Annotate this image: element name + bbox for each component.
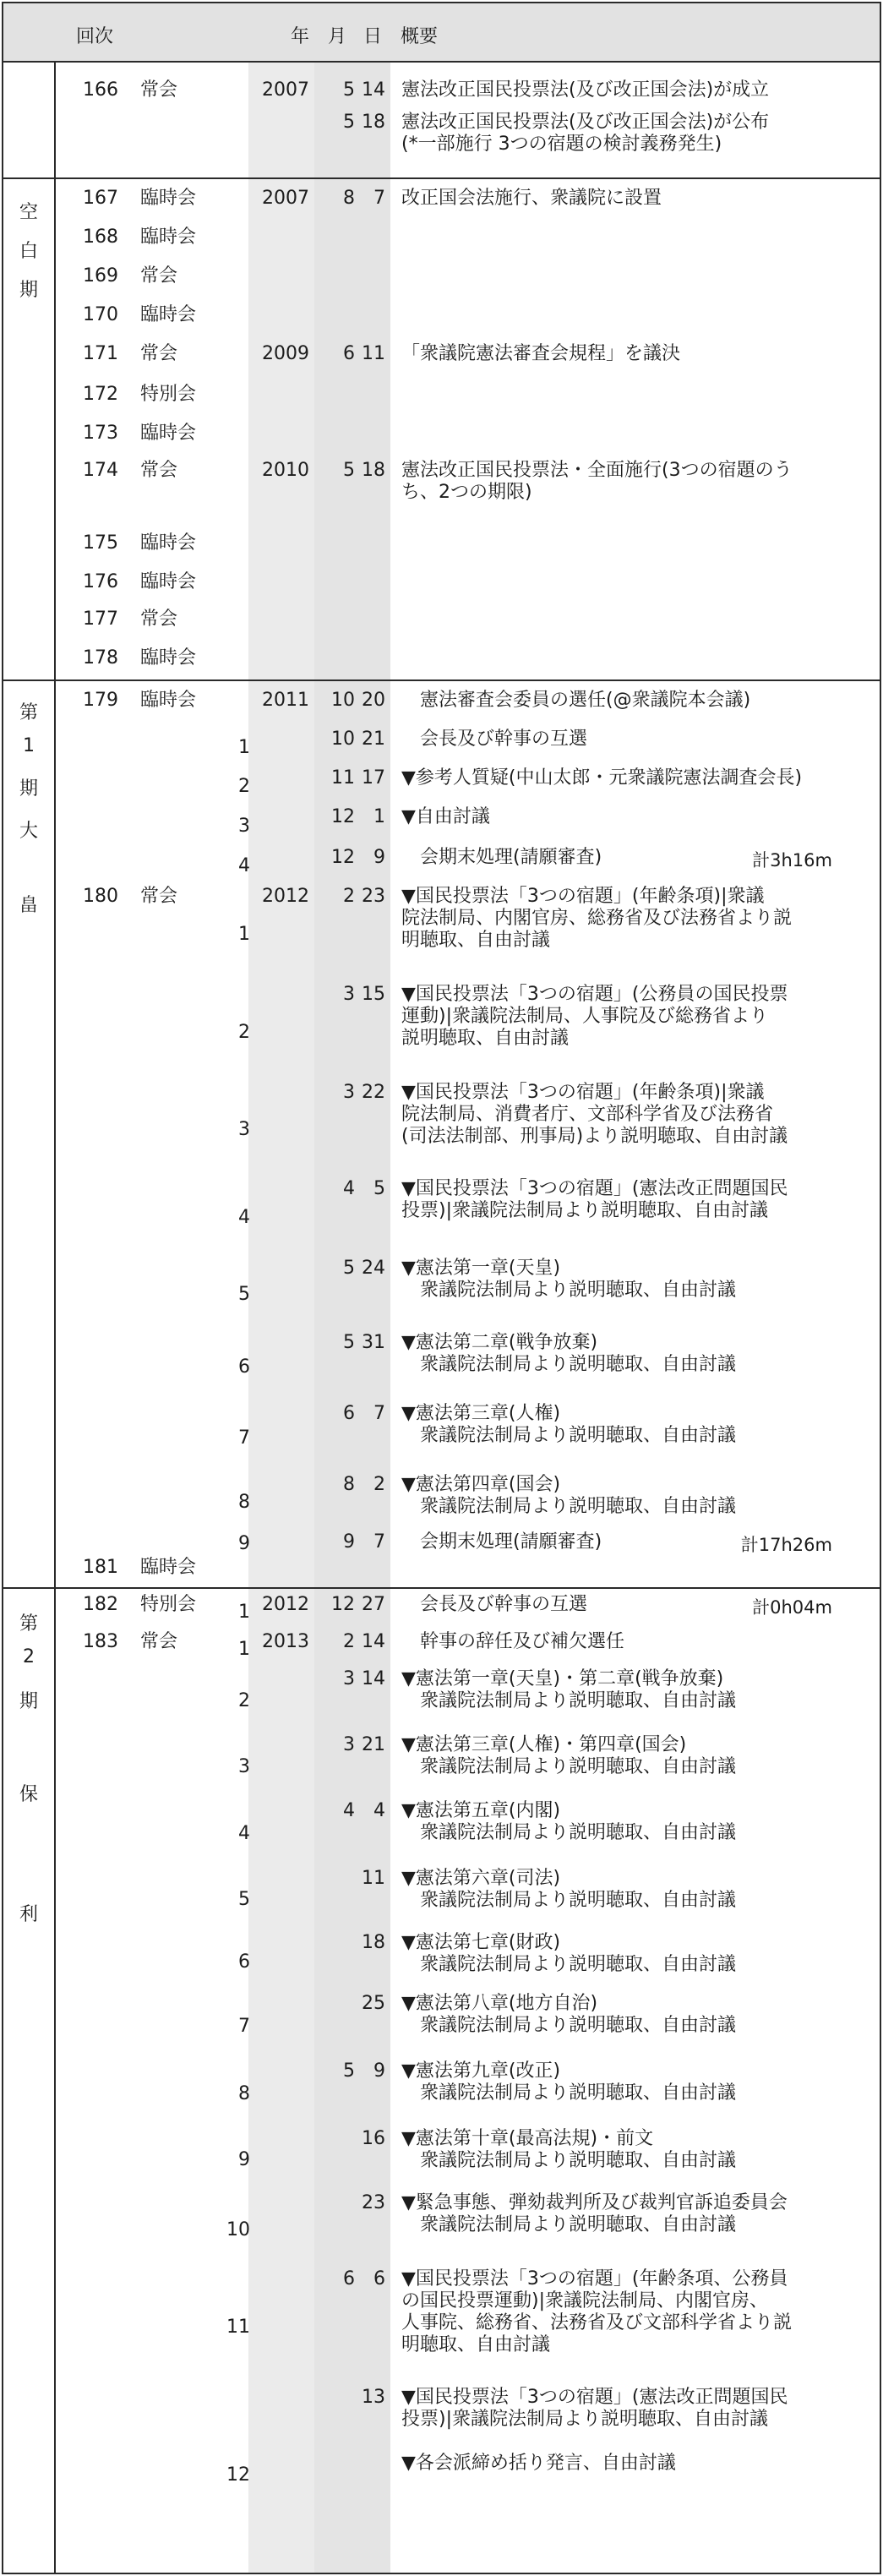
session-total-time: 計3h16m <box>752 850 832 870</box>
day: 18 <box>362 1932 385 1953</box>
meeting-number: 11 <box>226 2317 250 2338</box>
meeting-number: 3 <box>238 1756 250 1777</box>
header-year: 年 <box>291 26 310 47</box>
meeting-number: 2 <box>238 1690 250 1711</box>
meeting-number: 1 <box>238 737 250 758</box>
session-type: 常会 <box>140 460 178 481</box>
table-row <box>56 767 880 806</box>
day: 21 <box>362 729 385 750</box>
month: 8 <box>343 188 355 209</box>
table-row <box>56 1082 880 1178</box>
month: 10 <box>331 729 355 750</box>
session-total-time: 計17h26m <box>740 1535 832 1555</box>
table-row <box>56 847 880 886</box>
summary-text: 改正国会法施行、衆議院に設置 <box>401 188 662 209</box>
day: 17 <box>362 767 385 789</box>
table-row <box>56 265 880 304</box>
month: 5 <box>343 1332 355 1353</box>
session-number: 168 <box>83 226 118 248</box>
meeting-number: 4 <box>238 855 250 876</box>
day: 14 <box>362 1631 385 1652</box>
meeting-number: 9 <box>238 1533 250 1554</box>
summary-text: 会期末処理(請願審査) <box>401 847 602 868</box>
summary-text: ▼憲法第十章(最高法規)・前文 衆議院法制局より説明聴取、自由討議 <box>401 2128 737 2171</box>
day: 14 <box>362 79 385 101</box>
header-month: 月 <box>328 26 347 47</box>
day: 22 <box>362 1082 385 1103</box>
summary-text: ▼参考人質疑(中山太郎・元衆議院憲法調査会長) <box>401 767 803 789</box>
year: 2012 <box>262 886 309 907</box>
month: 6 <box>343 1403 355 1424</box>
table-row <box>56 79 880 112</box>
month: 5 <box>343 112 355 133</box>
meeting-number: 3 <box>238 1119 250 1140</box>
session-number: 176 <box>83 571 118 592</box>
period-label-char: 2 <box>23 1646 35 1667</box>
table-row <box>56 690 880 729</box>
session-number: 175 <box>83 532 118 554</box>
meeting-number: 6 <box>238 1951 250 1973</box>
month: 11 <box>331 767 355 789</box>
session-number: 183 <box>83 1631 118 1652</box>
day: 23 <box>362 886 385 907</box>
table-row <box>56 1993 880 2060</box>
session-number: 180 <box>83 886 118 907</box>
summary-text: ▼国民投票法「3つの宿題」(年齢条項)|衆議 院法制局、内閣官房、総務省及び法務省より説 明聴取、自由討議 <box>401 886 793 951</box>
table-row <box>56 304 880 343</box>
table-row <box>56 2387 880 2564</box>
summary-text: ▼憲法第二章(戦争放棄) 衆議院法制局より説明聴取、自由討議 <box>401 1332 737 1375</box>
table-row <box>56 460 880 532</box>
month: 6 <box>343 343 355 364</box>
session-type: 特別会 <box>140 384 197 405</box>
month: 12 <box>331 806 355 827</box>
day: 24 <box>362 1258 385 1279</box>
month: 9 <box>343 1531 355 1553</box>
meeting-number: 5 <box>238 1889 250 1910</box>
meeting-number: 1 <box>238 1602 250 1623</box>
table-row <box>56 2060 880 2128</box>
summary-text: ▼自由討議 <box>401 806 490 827</box>
month: 4 <box>343 1800 355 1821</box>
session-number: 170 <box>83 304 118 325</box>
month: 10 <box>331 690 355 711</box>
year: 2007 <box>262 188 309 209</box>
day: 7 <box>373 1531 385 1553</box>
period-label-char: 保 <box>19 1784 38 1805</box>
table-row <box>56 1557 880 1594</box>
table-row <box>56 2192 880 2268</box>
day: 16 <box>362 2128 385 2149</box>
day: 5 <box>373 1178 385 1199</box>
summary-text: ▼憲法第一章(天皇) 衆議院法制局より説明聴取、自由討議 <box>401 1258 737 1301</box>
session-type: 臨時会 <box>140 423 197 444</box>
day: 25 <box>362 1993 385 2014</box>
year: 2011 <box>262 690 309 711</box>
period-label-char: 期 <box>19 778 38 800</box>
session-type: 臨時会 <box>140 532 197 554</box>
summary-text: ▼緊急事態、弾劾裁判所及び裁判官訴追委員会 衆議院法制局より説明聴取、自由討議 <box>401 2192 788 2235</box>
period-label-char: 空 <box>19 202 38 223</box>
meeting-number: 6 <box>238 1356 250 1378</box>
session-type: 常会 <box>140 79 178 101</box>
meeting-number: 9 <box>238 2149 250 2170</box>
table-row <box>56 1474 880 1531</box>
day: 11 <box>362 343 385 364</box>
summary-text: 幹事の辞任及び補欠選任 <box>401 1631 625 1652</box>
year: 2013 <box>262 1631 309 1652</box>
session-total-time: 計0h04m <box>752 1597 832 1618</box>
session-number: 171 <box>83 343 118 364</box>
summary-text: ▼国民投票法「3つの宿題」(年齢条項)|衆議 院法制局、消費者庁、文部科学省及び法務省 (司法法制部、刑事局)より説明聴取、自由討議 <box>401 1082 788 1147</box>
month: 12 <box>331 847 355 868</box>
session-type: 特別会 <box>140 1594 197 1615</box>
summary-text: ▼国民投票法「3つの宿題」(年齢条項、公務員 の国民投票運動)|衆議院法制局、内閣官房、 人事院、総務省、法務省及び文部科学省より説 明聴取、自由討議 <box>401 2268 793 2355</box>
meeting-number: 10 <box>226 2219 250 2240</box>
session-number: 172 <box>83 384 118 405</box>
meeting-number: 7 <box>238 1427 250 1449</box>
session-type: 臨時会 <box>140 690 197 711</box>
table-row <box>56 571 880 609</box>
header-session: 回次 <box>76 26 114 47</box>
year: 2012 <box>262 1594 309 1615</box>
month: 6 <box>343 2268 355 2289</box>
day: 18 <box>362 112 385 133</box>
session-type: 臨時会 <box>140 571 197 592</box>
meeting-number: 7 <box>238 2016 250 2037</box>
day: 21 <box>362 1734 385 1755</box>
table-row <box>56 423 880 460</box>
month: 2 <box>343 886 355 907</box>
period-label-char: 畠 <box>19 895 38 916</box>
month: 3 <box>343 984 355 1005</box>
day: 9 <box>373 847 385 868</box>
day: 2 <box>373 1474 385 1495</box>
session-type: 臨時会 <box>140 647 197 669</box>
table-row <box>56 343 880 384</box>
summary-text: 会期末処理(請願審査) <box>401 1531 602 1553</box>
day: 18 <box>362 460 385 481</box>
summary-text: ▼国民投票法「3つの宿題」(憲法改正問題国民 投票)|衆議院法制局より説明聴取、自由討議 <box>401 1178 788 1221</box>
month: 4 <box>343 1178 355 1199</box>
period-column <box>3 61 56 2574</box>
month: 3 <box>343 1668 355 1689</box>
month: 3 <box>343 1082 355 1103</box>
day: 9 <box>373 2060 385 2082</box>
session-type: 常会 <box>140 609 178 630</box>
summary-text: ▼憲法第七章(財政) 衆議院法制局より説明聴取、自由討議 <box>401 1932 737 1975</box>
meeting-number: 1 <box>238 1639 250 1660</box>
month: 3 <box>343 1734 355 1755</box>
summary-text: ▼憲法第六章(司法) 衆議院法制局より説明聴取、自由討議 <box>401 1868 737 1911</box>
day: 20 <box>362 690 385 711</box>
table-row <box>56 532 880 571</box>
table-row <box>56 2128 880 2192</box>
summary-text: ▼憲法第三章(人権)・第四章(国会) 衆議院法制局より説明聴取、自由討議 <box>401 1734 737 1777</box>
month: 5 <box>343 1258 355 1279</box>
day: 4 <box>373 1800 385 1821</box>
table-row <box>56 806 880 847</box>
year: 2009 <box>262 343 309 364</box>
table-header <box>3 3 880 63</box>
summary-text: 会長及び幹事の互選 <box>401 729 588 750</box>
meeting-number: 4 <box>238 1823 250 1844</box>
table-row <box>56 1531 880 1557</box>
meeting-number: 12 <box>226 2464 250 2486</box>
session-type: 常会 <box>140 1631 178 1652</box>
meeting-number: 2 <box>238 1022 250 1043</box>
table-row <box>56 384 880 423</box>
summary-text: ▼憲法第八章(地方自治) 衆議院法制局より説明聴取、自由討議 <box>401 1993 737 2036</box>
table-row <box>56 2268 880 2387</box>
session-type: 臨時会 <box>140 1557 197 1578</box>
period-label-char: 1 <box>23 735 35 756</box>
day: 7 <box>373 188 385 209</box>
period-label-char: 利 <box>19 1904 38 1925</box>
day: 15 <box>362 984 385 1005</box>
table-row <box>56 226 880 265</box>
table-row <box>56 112 880 188</box>
meeting-number: 8 <box>238 2083 250 2104</box>
session-number: 169 <box>83 265 118 287</box>
table-row <box>56 1178 880 1258</box>
summary-text: ▼憲法第九章(改正) 衆議院法制局より説明聴取、自由討議 <box>401 2060 737 2104</box>
month: 2 <box>343 1631 355 1652</box>
month: 8 <box>343 1474 355 1495</box>
session-type: 常会 <box>140 343 178 364</box>
summary-text: ▼憲法第三章(人権) 衆議院法制局より説明聴取、自由討議 <box>401 1403 737 1446</box>
session-number: 167 <box>83 188 118 209</box>
month: 12 <box>331 1594 355 1615</box>
month: 5 <box>343 79 355 101</box>
summary-text: 会長及び幹事の互選 <box>401 1594 588 1615</box>
table-row <box>56 188 880 226</box>
period-label-char: 期 <box>19 1691 38 1712</box>
summary-text: 憲法改正国民投票法(及び改正国会法)が公布 (*一部施行 3つの宿題の検討義務発生) <box>401 112 770 155</box>
meeting-number: 3 <box>238 816 250 837</box>
table-row <box>56 1668 880 1734</box>
session-number: 166 <box>83 79 118 101</box>
summary-text: ▼国民投票法「3つの宿題」(公務員の国民投票 運動)|衆議院法制局、人事院及び総務省より 説明聴取、自由討議 <box>401 984 788 1049</box>
day: 14 <box>362 1668 385 1689</box>
header-day: 日 <box>363 26 383 47</box>
session-number: 181 <box>83 1557 118 1578</box>
table-row <box>56 886 880 984</box>
day: 6 <box>373 2268 385 2289</box>
day: 11 <box>362 1868 385 1889</box>
meeting-number: 5 <box>238 1284 250 1305</box>
period-label-char: 第 <box>19 1613 38 1635</box>
session-number: 177 <box>83 609 118 630</box>
header-summary: 概要 <box>401 26 439 47</box>
table-row <box>56 1403 880 1474</box>
summary-text: ▼憲法第四章(国会) 衆議院法制局より説明聴取、自由討議 <box>401 1474 737 1517</box>
session-type: 常会 <box>140 265 178 287</box>
table-row <box>56 1932 880 1993</box>
period-label-char: 白 <box>19 241 38 262</box>
table-row <box>56 984 880 1082</box>
meeting-number: 8 <box>238 1492 250 1513</box>
summary-text: ▼憲法第一章(天皇)・第二章(戦争放棄) 衆議院法制局より説明聴取、自由討議 <box>401 1668 737 1711</box>
meeting-number: 4 <box>238 1207 250 1228</box>
day: 1 <box>373 806 385 827</box>
day: 7 <box>373 1403 385 1424</box>
table-row <box>56 1258 880 1332</box>
day: 13 <box>362 2387 385 2408</box>
session-type: 常会 <box>140 886 178 907</box>
session-number: 178 <box>83 647 118 669</box>
day: 23 <box>362 2192 385 2213</box>
session-type: 臨時会 <box>140 188 197 209</box>
month: 5 <box>343 2060 355 2082</box>
minutes-table <box>2 2 881 2574</box>
meeting-number: 1 <box>238 924 250 945</box>
day: 27 <box>362 1594 385 1615</box>
period-label-char: 大 <box>19 821 38 842</box>
table-row <box>56 647 880 690</box>
session-number: 173 <box>83 423 118 444</box>
summary-text: ▼憲法第五章(内閣) 衆議院法制局より説明聴取、自由討議 <box>401 1800 737 1843</box>
session-number: 182 <box>83 1594 118 1615</box>
table-row <box>56 609 880 647</box>
table-row <box>56 729 880 767</box>
period-label-char: 期 <box>19 280 38 301</box>
summary-text: 憲法審査会委員の選任(@衆議院本会議) <box>401 690 751 711</box>
table-row <box>56 1800 880 1868</box>
summary-text: 憲法改正国民投票法(及び改正国会法)が成立 <box>401 79 770 101</box>
session-number: 179 <box>83 690 118 711</box>
day: 31 <box>362 1332 385 1353</box>
table-row <box>56 1332 880 1403</box>
year: 2007 <box>262 79 309 101</box>
month: 5 <box>343 460 355 481</box>
summary-text: ▼国民投票法「3つの宿題」(憲法改正問題国民 投票)|衆議院法制局より説明聴取、自由討議 ▼各会派締め括り発言、自由討議 <box>401 2387 788 2474</box>
session-number: 174 <box>83 460 118 481</box>
session-type: 臨時会 <box>140 304 197 325</box>
table-row <box>56 1868 880 1932</box>
session-type: 臨時会 <box>140 226 197 248</box>
summary-text: 憲法改正国民投票法・全面施行(3つの宿題のう ち、2つの期限) <box>401 460 793 503</box>
period-label-char: 第 <box>19 702 38 723</box>
table-row <box>56 1594 880 1631</box>
table-row <box>56 1631 880 1668</box>
table-row <box>56 1734 880 1800</box>
meeting-number: 2 <box>238 776 250 797</box>
year: 2010 <box>262 460 309 481</box>
summary-text: 「衆議院憲法審査会規程」を議決 <box>401 343 681 364</box>
